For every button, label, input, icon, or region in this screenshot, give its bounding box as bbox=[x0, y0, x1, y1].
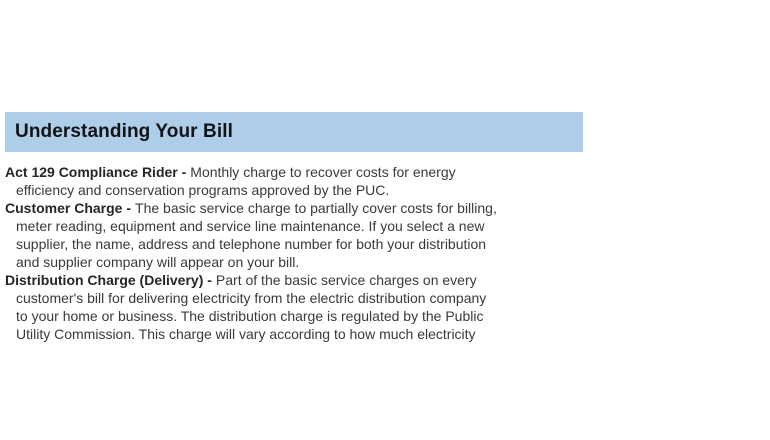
definition-text: meter reading, equipment and service line maintenance. If you select a new bbox=[16, 218, 485, 234]
definition-customer-charge bbox=[5, 199, 625, 271]
definition-first-line bbox=[5, 199, 625, 217]
definition-text: efficiency and conservation programs approved by the PUC. bbox=[16, 182, 390, 198]
definition-text: and supplier company will appear on your bill. bbox=[16, 254, 300, 270]
section-header-banner bbox=[5, 112, 583, 152]
definition-distribution-charge bbox=[5, 271, 625, 343]
definition-text: customer's bill for delivering electricity from the electric distribution company bbox=[16, 290, 487, 306]
definition-text: supplier, the name, address and telephone number for both your distribution bbox=[16, 236, 487, 252]
page-title: Understanding Your Bill bbox=[15, 121, 233, 142]
definition-text: The basic service charge to partially cover costs for billing, bbox=[135, 200, 497, 216]
definition-term: Distribution Charge (Delivery) - bbox=[5, 272, 212, 288]
definition-term: Customer Charge - bbox=[5, 200, 132, 216]
definition-term: Act 129 Compliance Rider - bbox=[5, 164, 187, 180]
definition-text: Utility Commission. This charge will vary according to how much electricity bbox=[16, 326, 476, 342]
definition-text: Part of the basic service charges on every bbox=[215, 272, 477, 288]
definition-text: to your home or business. The distribution charge is regulated by the Public bbox=[16, 308, 484, 324]
definition-first-line bbox=[5, 163, 625, 181]
glossary-content bbox=[5, 163, 625, 343]
definition-first-line bbox=[5, 271, 625, 289]
definition-act-129-compliance-rider bbox=[5, 163, 625, 199]
definition-text: Monthly charge to recover costs for energy bbox=[190, 164, 456, 180]
